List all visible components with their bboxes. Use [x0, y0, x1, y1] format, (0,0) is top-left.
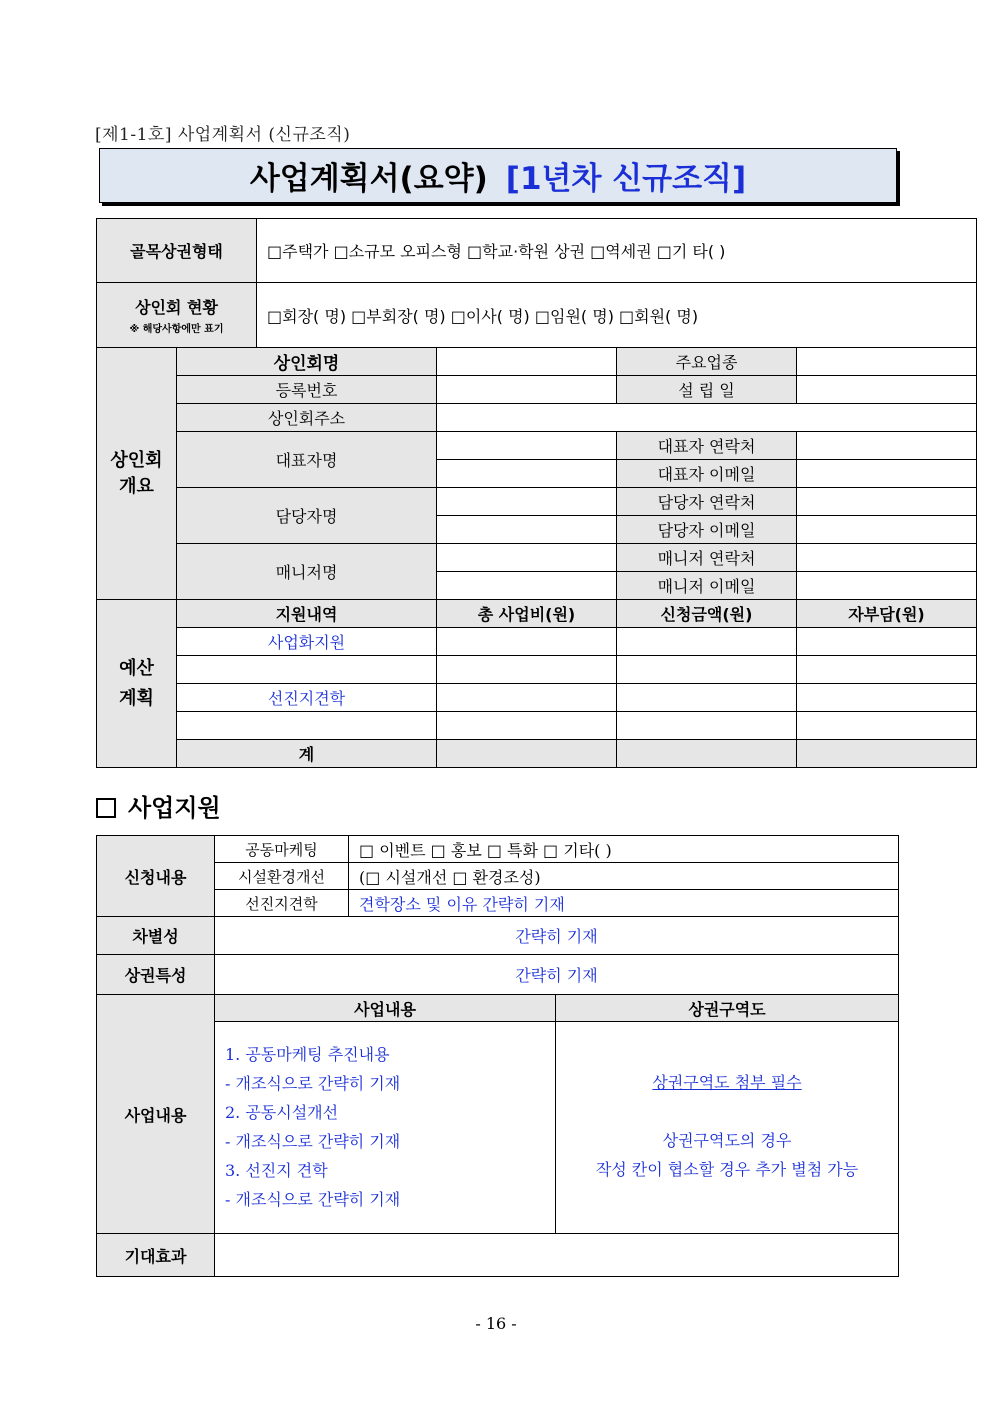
rep-email-label: 대표자 이메일: [617, 460, 797, 488]
merchant-status-label: 상인회 현황: [135, 298, 218, 317]
overview-table: [96, 218, 977, 768]
overview-label: 상인회 개요: [97, 348, 177, 600]
shop-type-options[interactable]: □주택가 □소규모 오피스형 □학교·학원 상권 □역세권 □기 타( ): [257, 219, 977, 283]
budget-cell[interactable]: [797, 684, 977, 712]
apply-row-label: 선진지견학: [215, 890, 349, 917]
apply-row-value[interactable]: 견학장소 및 이유 간략히 기재: [349, 890, 899, 917]
rep-contact-label: 대표자 연락처: [617, 432, 797, 460]
budget-header-item: 지원내역: [177, 600, 437, 628]
apply-row-value[interactable]: (□ 시설개선 □ 환경조성): [349, 863, 899, 890]
budget-cell[interactable]: [617, 628, 797, 656]
budget-cell[interactable]: [437, 628, 617, 656]
business-type-field[interactable]: [797, 348, 977, 376]
reg-number-field[interactable]: [437, 376, 617, 404]
apply-row-label: 공동마케팅: [215, 836, 349, 863]
budget-row-blank[interactable]: [177, 656, 437, 684]
rep-name-field[interactable]: [437, 432, 617, 460]
list-item: - 개조식으로 간략히 기재: [225, 1074, 401, 1093]
staff-name-label: 담당자명: [177, 488, 437, 544]
manager-email-label: 매니저 이메일: [617, 572, 797, 600]
merchant-status-label-cell: [97, 283, 257, 348]
reg-number-label: 등록번호: [177, 376, 437, 404]
section-heading: [96, 788, 221, 823]
staff-email-label: 담당자 이메일: [617, 516, 797, 544]
section-title: 사업지원: [128, 794, 221, 822]
manager-name-field[interactable]: [437, 544, 617, 572]
map-required-text: 상권구역도 첨부 필수: [652, 1073, 802, 1092]
apply-label: 신청내용: [97, 836, 215, 917]
est-date-field[interactable]: [797, 376, 977, 404]
budget-row-blank[interactable]: [177, 712, 437, 740]
budget-row-tour: 선진지견학: [177, 684, 437, 712]
list-item: - 개조식으로 간략히 기재: [225, 1190, 401, 1209]
budget-total-cell[interactable]: [797, 740, 977, 768]
budget-label: 예산 계획: [97, 600, 177, 768]
expected-effect-label: 기대효과: [97, 1234, 215, 1277]
area-feature-value[interactable]: 간략히 기재: [215, 955, 899, 995]
manager-contact-field[interactable]: [797, 544, 977, 572]
staff-name-field-2[interactable]: [437, 516, 617, 544]
staff-contact-label: 담당자 연락처: [617, 488, 797, 516]
area-map-cell[interactable]: [556, 1022, 899, 1234]
merchant-address-field[interactable]: [437, 404, 977, 432]
budget-header-self: 자부담(원): [797, 600, 977, 628]
area-map-header: 상권구역도: [556, 995, 899, 1022]
business-type-label: 주요업종: [617, 348, 797, 376]
merchant-address-label: 상인회주소: [177, 404, 437, 432]
expected-effect-field[interactable]: [215, 1234, 899, 1277]
shop-type-label: 골목상권형태: [97, 219, 257, 283]
document-title: 사업계획서(요약): [249, 161, 488, 197]
staff-email-field[interactable]: [797, 516, 977, 544]
document-subtitle: [1년차 신규조직]: [505, 161, 747, 197]
staff-name-field[interactable]: [437, 488, 617, 516]
rep-name-field-2[interactable]: [437, 460, 617, 488]
map-note-line: 상권구역도의 경우: [662, 1131, 792, 1150]
list-item: 2. 공동시설개선: [225, 1103, 339, 1122]
budget-cell[interactable]: [797, 712, 977, 740]
manager-contact-label: 매니저 연락처: [617, 544, 797, 572]
est-date-label: 설 립 일: [617, 376, 797, 404]
merchant-status-options[interactable]: □회장( 명) □부회장( 명) □이사( 명) □임원( 명) □회원( 명): [257, 283, 977, 348]
list-item: - 개조식으로 간략히 기재: [225, 1132, 401, 1151]
budget-cell[interactable]: [797, 628, 977, 656]
document-title-box: [99, 148, 897, 203]
rep-contact-field[interactable]: [797, 432, 977, 460]
budget-cell[interactable]: [437, 684, 617, 712]
differentiation-label: 차별성: [97, 917, 215, 955]
budget-header-request: 신청금액(원): [617, 600, 797, 628]
apply-row-value[interactable]: □ 이벤트 □ 홍보 □ 특화 □ 기타( ): [349, 836, 899, 863]
staff-contact-field[interactable]: [797, 488, 977, 516]
budget-cell[interactable]: [617, 712, 797, 740]
page-number: - 16 -: [475, 1314, 517, 1333]
form-caption: [제1-1호] 사업계획서 (신규조직): [95, 125, 351, 145]
business-content-header: 사업내용: [215, 995, 556, 1022]
map-note-line: 작성 칸이 협소할 경우 추가 별첨 가능: [595, 1160, 859, 1179]
manager-name-label: 매니저명: [177, 544, 437, 600]
apply-row-label: 시설환경개선: [215, 863, 349, 890]
manager-name-field-2[interactable]: [437, 572, 617, 600]
budget-total-cell[interactable]: [437, 740, 617, 768]
budget-cell[interactable]: [437, 712, 617, 740]
business-content-list[interactable]: [215, 1022, 556, 1234]
budget-cell[interactable]: [617, 656, 797, 684]
budget-row-commercial: 사업화지원: [177, 628, 437, 656]
list-item: 3. 선진지 견학: [225, 1161, 328, 1180]
business-support-table: [96, 835, 899, 1277]
area-feature-label: 상권특성: [97, 955, 215, 995]
budget-total-cell[interactable]: [617, 740, 797, 768]
budget-cell[interactable]: [437, 656, 617, 684]
list-item: 1. 공동마케팅 추진내용: [225, 1045, 390, 1064]
budget-total-label: 계: [177, 740, 437, 768]
checkbox-icon: [96, 798, 116, 818]
rep-email-field[interactable]: [797, 460, 977, 488]
differentiation-value[interactable]: 간략히 기재: [215, 917, 899, 955]
merchant-name-field[interactable]: [437, 348, 617, 376]
business-content-label: 사업내용: [97, 995, 215, 1234]
manager-email-field[interactable]: [797, 572, 977, 600]
merchant-status-note: ※ 해당사항에만 표기: [129, 324, 224, 335]
budget-header-total: 총 사업비(원): [437, 600, 617, 628]
merchant-name-label: 상인회명: [177, 348, 437, 376]
rep-name-label: 대표자명: [177, 432, 437, 488]
budget-cell[interactable]: [617, 684, 797, 712]
budget-cell[interactable]: [797, 656, 977, 684]
